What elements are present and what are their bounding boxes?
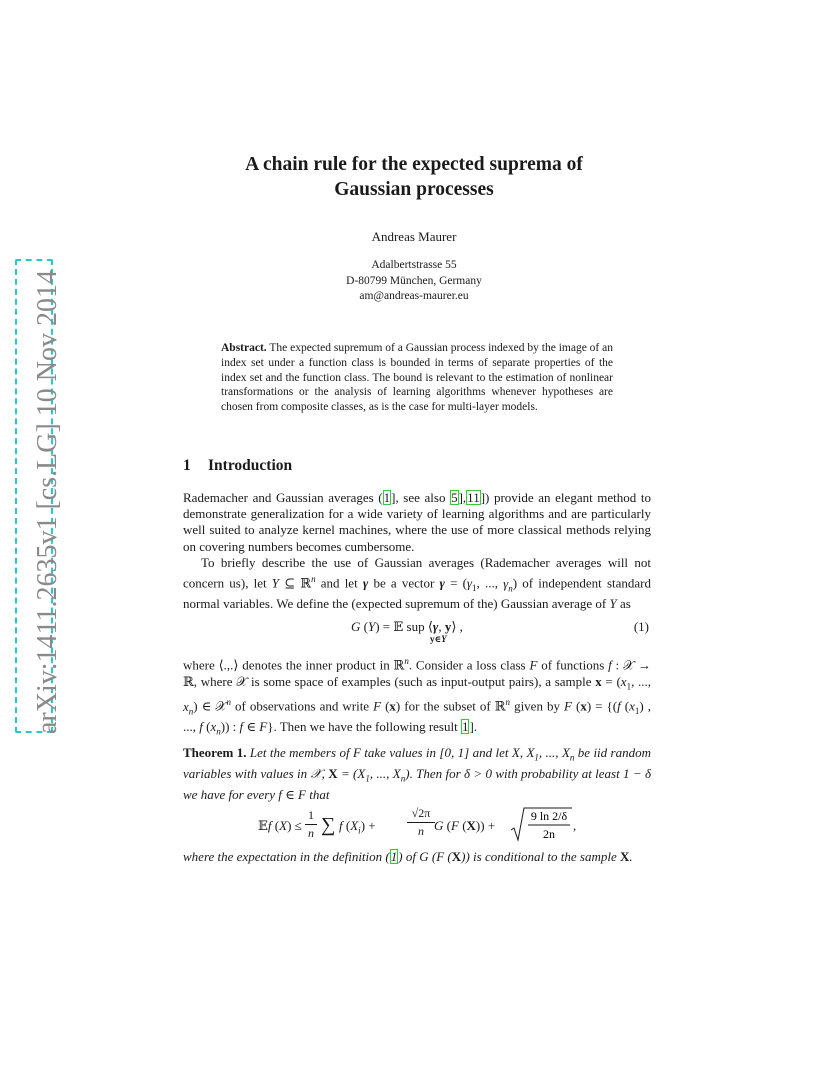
square-root-sign (510, 806, 572, 844)
citation-link[interactable]: 1 (383, 490, 391, 505)
theorem-note: where the expectation in the definition (1) of G (F (X)) is conditional to the sample X. (183, 849, 633, 864)
equation-link[interactable]: 1 (390, 849, 398, 864)
theorem-1: Theorem 1. Let the members of F take values in [0, 1] and let X, $X_1$, ..., $X_n$ be iid random variables with values in 𝒳, $X = (X_1$, ..., $X_n$). Then for δ > 0 with probability at least 1 − δ we have for every f ∈ F that (183, 745, 652, 802)
abstract-text: The expected supremum of a Gaussian process indexed by the image of an index set under a function class is bounded in terms of separate properties of the index set and the function class. The bound is relevant to the estimation of nonlinear transformations or the analysis of learning algorithms whenever hypotheses are chosen from composite classes, as is the case for multi-layer models. (221, 342, 613, 414)
abstract-label: Abstract. (221, 342, 267, 354)
section-title: Introduction (208, 457, 293, 474)
address-street: Adalbertstrasse 55 (371, 259, 457, 271)
theorem-inequality: 𝔼f (X) ≤ 1 n ∑ f $(X_i)$ + √2π n G (F (X)) + 9 ln 2/δ 2n , (183, 806, 651, 846)
arxiv-stamp: arXiv:1411.2635v1 [cs.LG] 10 Nov 2014 (32, 270, 63, 735)
address-city: D-80799 München, Germany (346, 274, 482, 287)
equation-1: G (Y) = 𝔼 sup ⟨γ, y⟩ , y∈Y (1) (351, 619, 649, 644)
abstract (221, 341, 613, 415)
citation-link[interactable]: 1 (461, 719, 469, 735)
author-address (200, 258, 628, 305)
intro-paragraph-1: Rademacher and Gaussian averages (1], see also 5],11]) provide an elegant method to demonstrate generalization for a wide variety of learning algorithms and are particularly well suited to analyze kernel machines, where the use of more classical methods relying on covering numbers becomes cumbersome. (183, 490, 652, 554)
title-line-1: A chain rule for the expected suprema of (245, 154, 583, 175)
equation-number: (1) (633, 619, 649, 634)
section-heading (183, 457, 292, 475)
section-number: 1 (183, 457, 191, 474)
paper-title (150, 152, 678, 202)
address-email[interactable]: am@andreas-maurer.eu (359, 290, 469, 302)
title-line-2: Gaussian processes (334, 179, 494, 200)
intro-paragraph-2: To briefly describe the use of Gaussian averages (Rademacher averages will not concern us), let Y ⊆ ℝ$^n$ and let γ be a vector $\gamma = (\gamma_1$, ..., $\gamma_n$) of independent standard normal variables. We define the (expected supremum of the) Gaussian average of Y as (183, 555, 652, 612)
svg-text:9 ln 2/δ: 9 ln 2/δ (530, 809, 568, 823)
svg-text:2n: 2n (543, 827, 555, 841)
citation-link[interactable]: 5 (451, 490, 458, 505)
theorem-label: Theorem 1. (183, 745, 247, 760)
intro-paragraph-3: where ⟨.,.⟩ denotes the inner product in ℝ$^n$. Consider a loss class F of functions f : 𝒳 → ℝ, where 𝒳 is some space of examples (such as input-output pairs), a sample $x = (x_1$, ..., $x_n$) ∈ 𝒳$^n$ of observations and write F (x) for the subset of ℝ$^n$ given by F (x) = {(f $(x_1)$ , ..., f $(x_n)$) : f ∈ F}. Then we have the following result 1]. (183, 656, 651, 738)
citation-link[interactable]: 11 (467, 490, 480, 505)
author-name: Andreas Maurer (371, 229, 457, 244)
